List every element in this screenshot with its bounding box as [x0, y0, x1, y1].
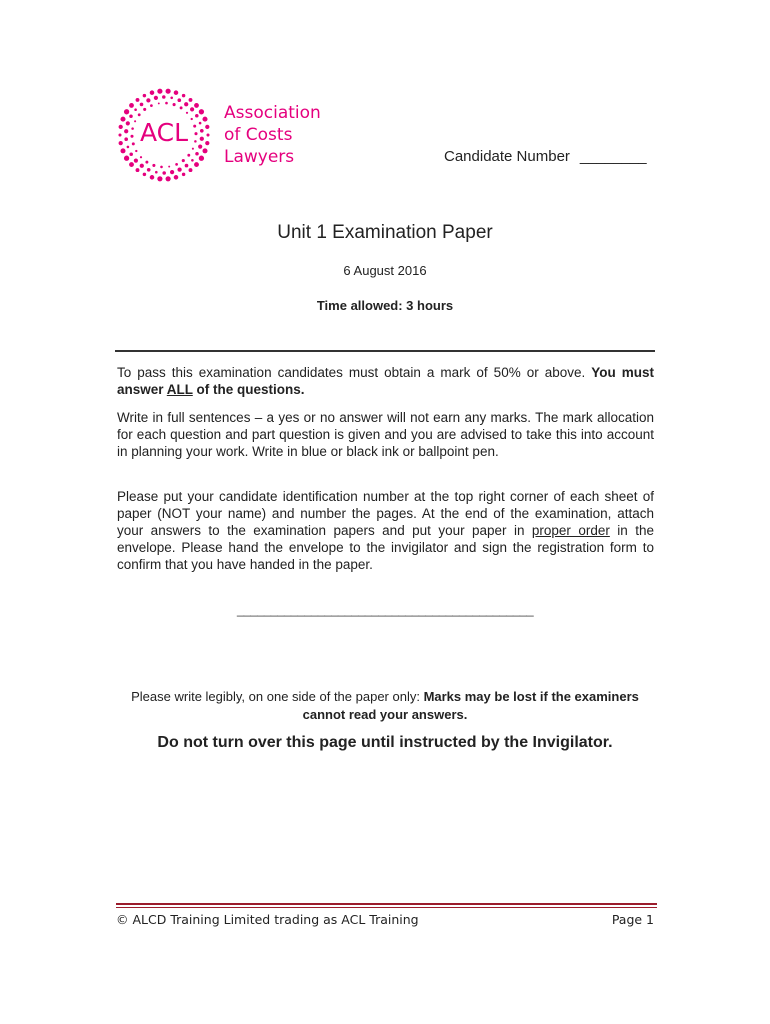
logo-dot — [120, 117, 125, 122]
logo-dot — [129, 152, 133, 156]
logo-dot — [134, 159, 138, 163]
logo-dot — [194, 162, 199, 167]
logo-dot — [168, 166, 170, 168]
logo-dot — [170, 97, 173, 100]
legibility-note — [130, 688, 640, 724]
footer-copyright: © ALCD Training Limited trading as ACL Training — [116, 912, 419, 927]
logo-wordmark — [224, 102, 321, 168]
logo-dot — [146, 98, 150, 102]
logo-dot — [174, 90, 179, 95]
page-title: Unit 1 Examination Paper — [277, 222, 493, 243]
logo-dot — [174, 175, 179, 180]
logo-dot — [199, 156, 204, 161]
logo-line-2: of Costs — [224, 125, 293, 145]
candidate-id-text-a: Please put your candidate identification number at the top right corner of each sheet of paper (NOT your name) and number the pages. At the end of the examination, attach your answers to the examination papers and put your paper in — [117, 489, 654, 538]
pass-mark-text: To pass this examination candidates must obtain a mark of 50% or above. — [117, 365, 592, 380]
logo-dot — [118, 133, 121, 136]
logo-dot — [136, 168, 140, 172]
answer-all-text-b: of the questions. — [192, 382, 305, 397]
logo-dot — [162, 171, 166, 175]
page-number: Page 1 — [611, 912, 654, 927]
logo-dot — [206, 133, 209, 136]
logo-dot — [191, 159, 194, 162]
legibility-normal: Please write legibly, on one side of the paper only: — [131, 689, 424, 704]
logo-dot — [143, 173, 146, 176]
logo-dot — [182, 94, 185, 97]
logo-line-3: Lawyers — [224, 147, 295, 167]
candidate-number-label: Candidate Number — [444, 148, 570, 165]
separator-line: ____________________________________________ — [236, 602, 534, 617]
logo-dot — [180, 106, 183, 109]
proper-order-underlined: proper order — [531, 523, 610, 538]
logo-dot — [157, 89, 162, 94]
candidate-number-blank: ________ — [579, 148, 647, 165]
logo-dot — [147, 168, 151, 172]
logo-dot — [155, 171, 158, 174]
footer-rule-thick — [116, 903, 657, 905]
logo-dot — [160, 166, 163, 169]
logo-dot — [140, 156, 142, 158]
logo-dot — [190, 107, 194, 111]
logo-dot — [184, 102, 188, 106]
logo-dot — [129, 103, 134, 108]
logo-acl-text: ACL — [139, 118, 189, 147]
candidate-id-text-b: in the envelope. Please hand the envelope to the invigilator and sign the registration form to confirm that you have handed in the paper. — [117, 523, 654, 572]
logo-dot — [119, 125, 123, 129]
time-allowed: Time allowed: 3 hours — [316, 298, 454, 313]
footer-rule-thin — [116, 907, 657, 908]
logo-dot — [187, 154, 190, 157]
logo-dot — [202, 117, 207, 122]
logo-dot — [175, 163, 178, 166]
logo-dot — [205, 141, 209, 145]
logo-dot — [150, 175, 155, 180]
top-divider — [115, 350, 655, 352]
logo-dot — [138, 113, 141, 116]
logo-dot — [177, 98, 181, 102]
logo-dot — [119, 141, 123, 145]
logo-dot — [202, 148, 207, 153]
logo-dot — [157, 176, 162, 181]
logo-dot — [173, 103, 176, 106]
logo-dot — [154, 96, 158, 100]
logo-dot — [199, 109, 204, 114]
logo-dot — [129, 162, 134, 167]
logo-dot — [177, 167, 181, 171]
logo-dot — [143, 94, 146, 97]
logo-dot — [136, 98, 140, 102]
logo-dot — [140, 103, 144, 107]
logo-dot — [185, 164, 189, 168]
legibility-bold: Marks may be lost if the examiners cannot read your answers. — [302, 689, 639, 722]
logo-dot — [140, 164, 144, 168]
candidate-number-field — [444, 148, 647, 165]
logo-dot — [205, 125, 209, 129]
logo-dot — [135, 150, 137, 152]
logo-dot — [186, 112, 188, 114]
logo-dot — [165, 102, 168, 105]
answer-all-text-a: You must answer — [117, 365, 654, 397]
do-not-turn-warning: Do not turn over this page until instructed by the Invigilator. — [157, 734, 613, 751]
logo-dot — [189, 98, 193, 102]
logo-dot — [152, 164, 155, 167]
logo-dot — [150, 90, 155, 95]
acl-logo — [112, 88, 342, 184]
logo-dot — [170, 170, 174, 174]
logo-dot — [150, 104, 153, 107]
logo-dot — [124, 156, 129, 161]
instruction-candidate-id — [117, 488, 654, 573]
logo-dot — [124, 109, 129, 114]
logo-dot — [166, 176, 171, 181]
logo-dot — [134, 108, 137, 111]
logo-dot — [194, 103, 199, 108]
logo-dot — [143, 108, 146, 111]
logo-dot — [162, 95, 166, 99]
logo-dot — [120, 148, 125, 153]
logo-dot — [189, 168, 193, 172]
logo-dot — [182, 173, 185, 176]
instruction-pass-mark — [117, 364, 654, 398]
logo-dot — [195, 152, 199, 156]
logo-dot — [182, 159, 185, 162]
logo-dot — [145, 161, 148, 164]
answer-all-underlined: ALL — [166, 382, 193, 397]
instruction-full-sentences: Write in full sentences – a yes or no answer will not earn any marks. The mark allocation for each question and part question is given and you are advised to take this into account in planning your work. Write in blue or black ink or ballpoint pen. — [117, 410, 654, 459]
logo-dot — [158, 102, 160, 104]
logo-line-1: Association — [224, 103, 321, 123]
exam-date: 6 August 2016 — [343, 263, 427, 278]
logo-dot — [166, 89, 171, 94]
